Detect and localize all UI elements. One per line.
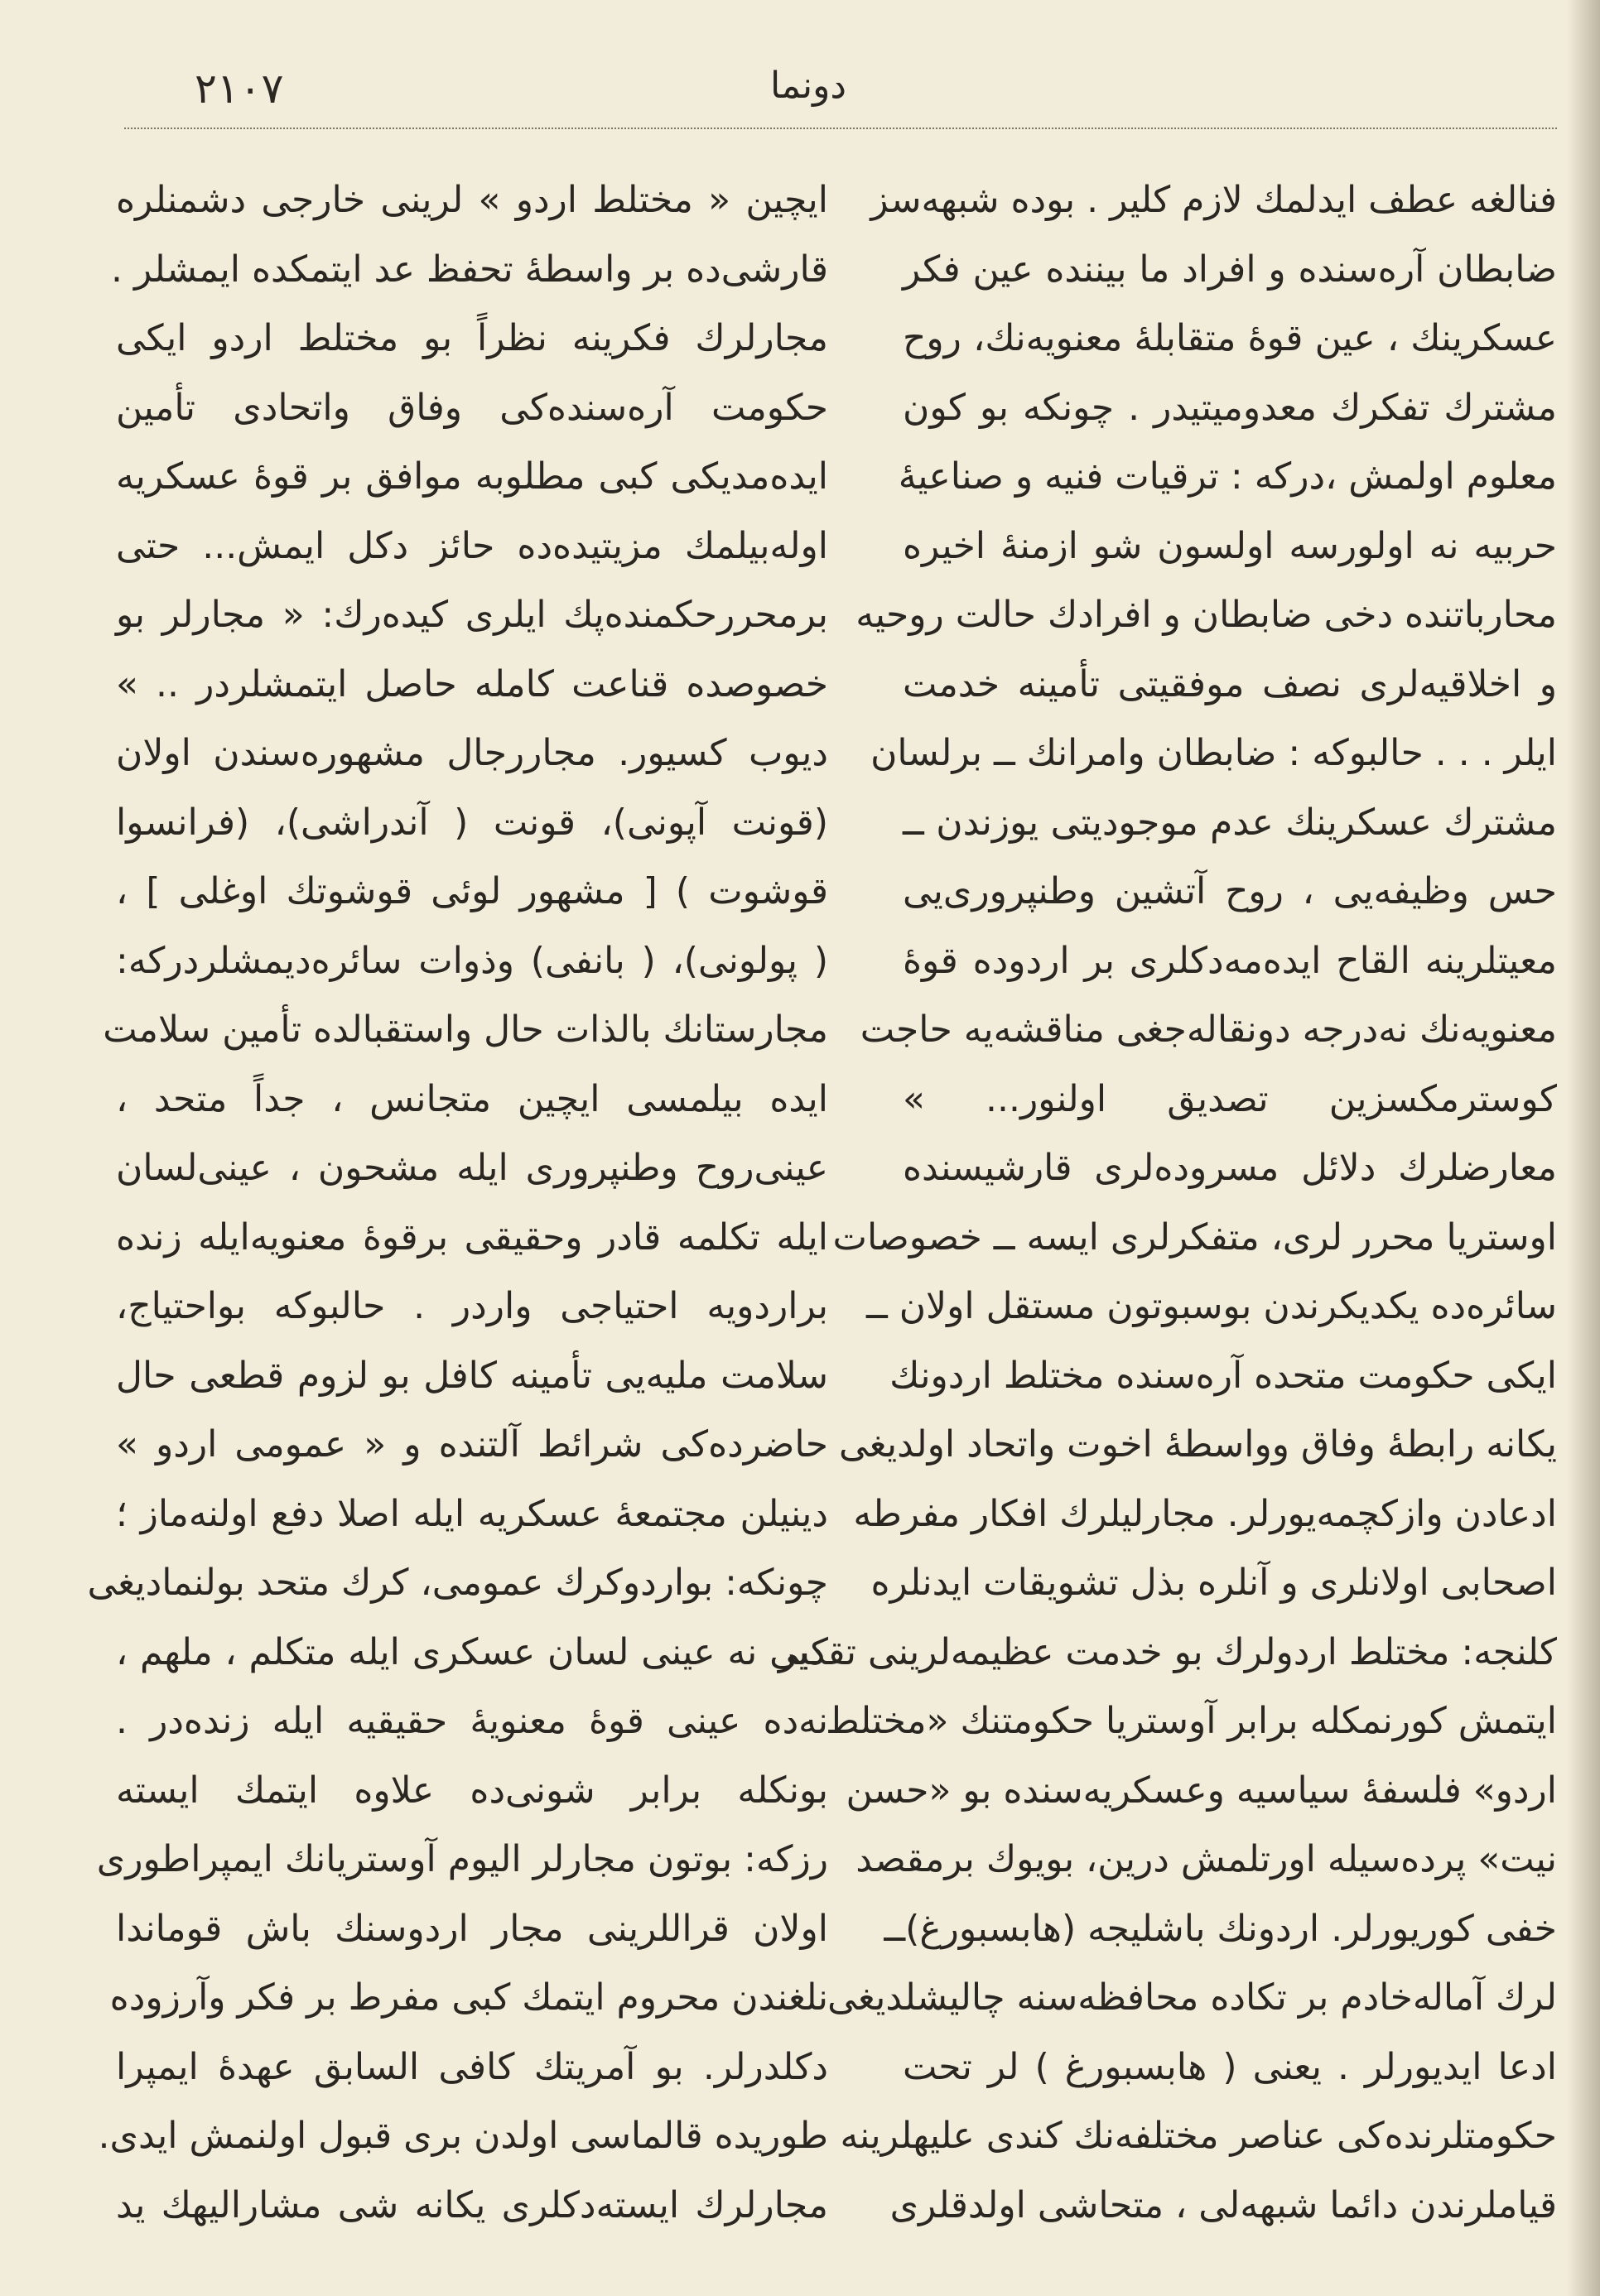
text-line: معیتلرینه القاح ایده‌مه‌دكلری بر اردوده قوهٔ: [903, 939, 1557, 982]
text-line: ادعا ایدیورلر . یعنی ( هابسبورغ ) لر تحت: [903, 2045, 1557, 2088]
text-line: فنالغه عطف ایدلمك لازم كلیر . بوده شبهه‌سز: [870, 179, 1557, 221]
text-line: رزكه: بوتون مجارلر الیوم آوستریانك ایمپراطوری: [96, 1838, 828, 1880]
text-line: ایتمش كورنمكله برابر آوستریا حكومتنك «مختلط: [825, 1700, 1557, 1742]
text-line: كبی نه عینی لسان عسكری ایله متكلم ، ملهم ،: [116, 1630, 828, 1673]
text-line: عسكرینك ، عین قوهٔ متقابلهٔ معنویه‌نك، روح: [903, 317, 1557, 359]
text-line: ایده‌مدیكی كبی مطلوبه موافق بر قوهٔ عسكریه: [116, 455, 828, 498]
text-line: حربیه نه اولورسه اولسون شو ازمنهٔ اخیره: [903, 524, 1557, 567]
text-line: ایله تكلمه قادر وحقیقی برقوهٔ معنویه‌ایله زنده: [116, 1215, 828, 1259]
text-line: ضابطان آره‌سنده و افراد ما بیننده عین فكر: [903, 248, 1557, 291]
text-line: ( پولونی)، ( بانفی) وذوات سائره‌دیمشلردركه:: [116, 939, 828, 982]
left-text-column: [87, 166, 828, 2240]
text-line: معلوم اولمش ،دركه : ترقیات فنیه و صناعیهٔ: [898, 455, 1557, 498]
text-line: مجارلرك فكرینه نظراً بو مختلط اردو ایكی: [116, 317, 828, 359]
text-line: معنویه‌نك نه‌درجه دونقاله‌جغی مناقشه‌یه حاجت: [860, 1008, 1557, 1051]
text-line: ایلر . . . حالبوكه : ضابطان وامرانك ــ برلسان: [870, 732, 1557, 774]
text-line: كوسترمكسزین تصدیق اولنور... »: [903, 1077, 1557, 1120]
text-line: خفی كوریورلر. اردونك باشلیجه (هابسبورغ)ــ: [884, 1907, 1557, 1950]
text-line: حكومت آره‌سنده‌كی وفاق واتحادی تأمین: [116, 386, 828, 429]
text-line: براردویه احتیاجی واردر . حالبوكه بواحتیاج،: [116, 1285, 828, 1327]
text-line: اردو» فلسفهٔ سیاسیه وعسكریه‌سنده بو «حسن: [846, 1769, 1557, 1812]
text-line: كلنجه: مختلط اردولرك بو خدمت عظیمه‌لرینی تقدیر: [778, 1630, 1557, 1673]
text-line: نیت» پرده‌سیله اورتلمش درین، بویوك برمقصد: [855, 1838, 1557, 1880]
text-line: بونكله برابر شونی‌ده علاوه ایتمك ایسته‌: [116, 1769, 828, 1812]
text-line: دیوب كسیور. مجاررجال مشهوره‌سندن اولان: [116, 732, 828, 774]
text-line: محارباتنده دخی ضابطان و افرادك حالت روحیه: [855, 594, 1557, 636]
page-number: ٢١٠٧: [195, 65, 284, 113]
binding-shadow: [1567, 0, 1600, 2296]
text-line: دینیلن مجتمعهٔ عسكریه ایله اصلا دفع اولنه‌ماز ؛: [116, 1492, 828, 1535]
text-line: و اخلاقیه‌لری نصف موفقیتی تأمینه خدمت: [903, 662, 1557, 705]
text-line: چونكه: بواردوكرك عمومی، كرك متحد بولنمادیغی: [87, 1562, 828, 1604]
text-line: اوله‌بیلمك مزیتیده‌ده حائز دكل ایمش... حتی: [116, 524, 828, 567]
text-line: ایچین « مختلط اردو » لرینی خارجی دشمنلره: [116, 179, 828, 221]
text-line: معارضلرك دلائل مسروده‌لری قارشیسنده: [903, 1147, 1557, 1189]
text-line: یكانه رابطهٔ وفاق وواسطهٔ اخوت واتحاد اولدیغی: [838, 1423, 1557, 1466]
text-line: لرك آماله‌خادم بر تكاده محافظه‌سنه چالیشلدیغی: [827, 1976, 1557, 2019]
text-line: حس وظیفه‌یی ، روح آتشین وطنپروری‌یی: [903, 870, 1557, 912]
text-line: قارشی‌ده بر واسطهٔ تحفظ عد ایتمکده ایمشلر .: [111, 248, 828, 291]
text-line: نه‌ده عینی قوهٔ معنویهٔ حقیقیه ایله زنده‌در .: [116, 1700, 828, 1742]
text-line: نلغندن محروم ایتمك كبی مفرط بر فكر وآرزوده: [109, 1976, 828, 2019]
text-line: طوریده قالماسی اولدن بری قبول اولنمش ایدی.: [98, 2115, 828, 2157]
text-line: (قونت آپونی)، قونت ( آندراشی)، (فرانسوا: [116, 801, 828, 844]
header-ornamental-rule: [124, 128, 1557, 129]
text-line: مجارستانك بالذات حال واستقبالده تأمین سلامت: [103, 1008, 828, 1051]
text-line: حاضرده‌كی شرائط آلتنده و « عمومی اردو »: [116, 1423, 828, 1466]
text-line: مجارلرك ایسته‌دكلری یكانه شی مشارالیهك ید: [116, 2183, 828, 2226]
text-line: سائره‌ده یكدیكرندن بوسبوتون مستقل اولان ــ: [865, 1285, 1557, 1327]
text-line: دكلدرلر. بو آمریتك كافی السابق عهدهٔ ایمپرا: [116, 2045, 828, 2088]
text-line: سلامت ملیه‌یی تأمینه كافل بو لزوم قطعی حال: [116, 1354, 828, 1397]
right-text-column: [778, 166, 1557, 2240]
text-line: قوشوت ) [ مشهور لوئی قوشوتك اوغلی ] ،: [116, 870, 828, 912]
text-line: عینی‌روح وطنپروری ایله مشحون ، عینی‌لسان: [116, 1147, 828, 1189]
text-line: ایده بیلمسی ایچین متجانس ، جداً متحد ،: [116, 1077, 828, 1120]
text-line: اوستریا محرر لری، متفكرلری ایسه ــ خصوصات: [832, 1215, 1557, 1259]
text-line: اصحابی اولانلری و آنلره بذل تشویقات ایدنلره: [870, 1562, 1557, 1604]
running-title: دونما: [770, 65, 846, 107]
text-line: برمحررحكمنده‌پك ایلری كیده‌رك: « مجارلر بو: [116, 594, 828, 636]
text-line: اولان قراللرینی مجار اردوسنك باش قوماندا: [116, 1907, 828, 1950]
text-line: خصوصده قناعت كامله حاصل ایتمشلردر .. »: [116, 662, 828, 705]
text-line: قیاملرندن دائما شبهه‌لی ، متحاشی اولدقلری: [889, 2183, 1557, 2226]
text-line: ایكی حكومت متحده آره‌سنده مختلط اردونك: [889, 1354, 1557, 1397]
text-line: مشترك تفكرك معدومیتیدر . چونكه بو كون: [903, 386, 1557, 429]
text-line: حكومتلرنده‌كی عناصر مختلفه‌نك كندی علیهلرینه: [840, 2115, 1557, 2157]
text-line: ادعادن وازكچمه‌یورلر. مجارلیلرك افكار مفرطه: [853, 1492, 1557, 1535]
text-line: مشترك عسكرینك عدم موجودیتی یوزندن ــ: [903, 801, 1557, 844]
